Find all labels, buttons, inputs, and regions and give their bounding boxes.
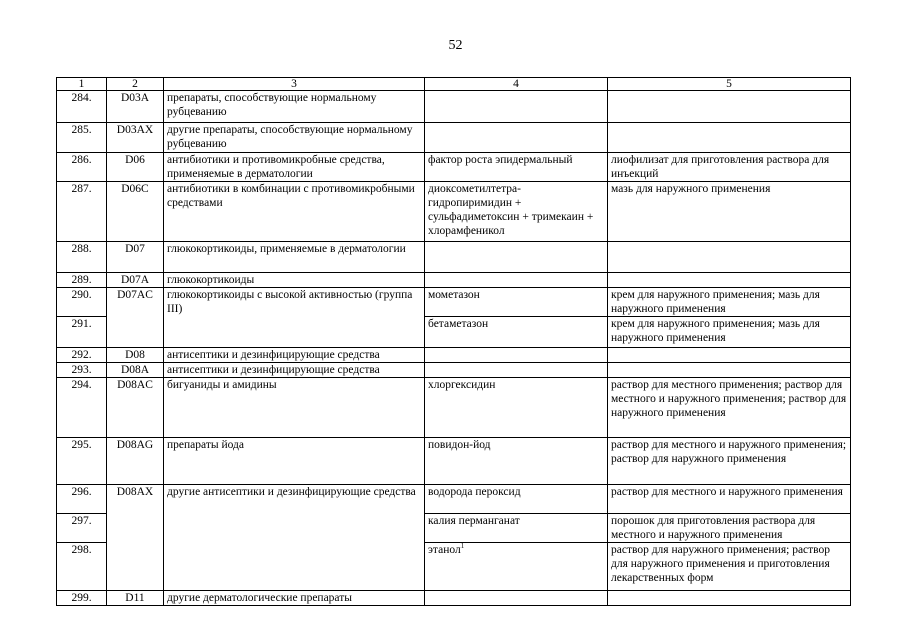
atc-group: антисептики и дезинфицирующие средства xyxy=(164,363,425,378)
footnote-marker: 1 xyxy=(460,542,465,551)
atc-code: D03A xyxy=(107,91,164,123)
row-number: 287. xyxy=(57,182,107,242)
atc-group: антибиотики в комбинации с противомикробными средствами xyxy=(164,182,425,242)
drug-name xyxy=(425,242,608,273)
drug-name: мометазон xyxy=(425,288,608,317)
atc-group: препараты йода xyxy=(164,438,425,485)
atc-group: глюкокортикоиды, применяемые в дерматологии xyxy=(164,242,425,273)
dosage-form xyxy=(608,242,851,273)
row-number: 296. xyxy=(57,485,107,514)
drug-name: хлоргексидин xyxy=(425,378,608,438)
column-numbers-row xyxy=(57,78,851,91)
row-number: 288. xyxy=(57,242,107,273)
table-row xyxy=(57,438,851,485)
drug-name xyxy=(425,363,608,378)
drug-name xyxy=(425,348,608,363)
atc-group: другие дерматологические препараты xyxy=(164,591,425,606)
atc-code: D08A xyxy=(107,363,164,378)
column-number: 2 xyxy=(107,78,164,91)
atc-group: глюкокортикоиды с высокой активностью (группа III) xyxy=(164,288,425,348)
row-number: 294. xyxy=(57,378,107,438)
drug-name xyxy=(425,123,608,153)
atc-group: антибиотики и противомикробные средства, применяемые в дерматологии xyxy=(164,153,425,182)
row-number: 295. xyxy=(57,438,107,485)
table-row xyxy=(57,273,851,288)
row-number: 298. xyxy=(57,543,107,591)
table-row xyxy=(57,485,851,514)
drug-name: бетаметазон xyxy=(425,317,608,348)
dosage-form xyxy=(608,123,851,153)
drug-name: повидон-йод xyxy=(425,438,608,485)
dosage-form xyxy=(608,273,851,288)
table-row xyxy=(57,363,851,378)
row-number: 293. xyxy=(57,363,107,378)
atc-code: D06 xyxy=(107,153,164,182)
table-row xyxy=(57,288,851,317)
table-row xyxy=(57,242,851,273)
atc-code: D08AG xyxy=(107,438,164,485)
drug-name xyxy=(425,273,608,288)
atc-group: препараты, способствующие нормальному рубцеванию xyxy=(164,91,425,123)
row-number: 285. xyxy=(57,123,107,153)
column-number: 1 xyxy=(57,78,107,91)
drug-name: водорода пероксид xyxy=(425,485,608,514)
drug-classification-table xyxy=(56,77,851,606)
dosage-form xyxy=(608,363,851,378)
column-number: 5 xyxy=(608,78,851,91)
drug-name xyxy=(425,543,608,591)
row-number: 284. xyxy=(57,91,107,123)
dosage-form: крем для наружного применения; мазь для наружного применения xyxy=(608,288,851,317)
dosage-form: порошок для приготовления раствора для местного и наружного применения xyxy=(608,514,851,543)
atc-code: D11 xyxy=(107,591,164,606)
atc-code: D07 xyxy=(107,242,164,273)
dosage-form: лиофилизат для приготовления раствора для инъекций xyxy=(608,153,851,182)
row-number: 291. xyxy=(57,317,107,348)
table-row xyxy=(57,153,851,182)
row-number: 286. xyxy=(57,153,107,182)
drug-name: диоксометилтетра-гидропиримидин + сульфадиметоксин + тримекаин + хлорамфеникол xyxy=(425,182,608,242)
row-number: 297. xyxy=(57,514,107,543)
table-row xyxy=(57,182,851,242)
dosage-form: раствор для местного и наружного применения xyxy=(608,485,851,514)
dosage-form xyxy=(608,91,851,123)
atc-group: глюкокортикоиды xyxy=(164,273,425,288)
atc-code: D08AX xyxy=(107,485,164,591)
dosage-form: раствор для наружного применения; раствор для наружного применения и приготовления лекарственных форм xyxy=(608,543,851,591)
row-number: 290. xyxy=(57,288,107,317)
page-number: 52 xyxy=(448,38,463,53)
row-number: 299. xyxy=(57,591,107,606)
row-number: 292. xyxy=(57,348,107,363)
drug-name: калия перманганат xyxy=(425,514,608,543)
column-number: 4 xyxy=(425,78,608,91)
atc-group: антисептики и дезинфицирующие средства xyxy=(164,348,425,363)
drug-name xyxy=(425,591,608,606)
atc-code: D07AC xyxy=(107,288,164,348)
atc-code: D03AX xyxy=(107,123,164,153)
dosage-form xyxy=(608,591,851,606)
dosage-form xyxy=(608,348,851,363)
atc-code: D08 xyxy=(107,348,164,363)
table-row xyxy=(57,378,851,438)
table-row xyxy=(57,123,851,153)
atc-group: бигуаниды и амидины xyxy=(164,378,425,438)
table-row xyxy=(57,591,851,606)
dosage-form: крем для наружного применения; мазь для наружного применения xyxy=(608,317,851,348)
column-number: 3 xyxy=(164,78,425,91)
dosage-form: раствор для местного применения; раствор для местного и наружного применения; раствор для наружного применения xyxy=(608,378,851,438)
dosage-form: раствор для местного и наружного применения; раствор для наружного применения xyxy=(608,438,851,485)
table-row xyxy=(57,91,851,123)
table-row xyxy=(57,348,851,363)
atc-group: другие препараты, способствующие нормальному рубцеванию xyxy=(164,123,425,153)
dosage-form: мазь для наружного применения xyxy=(608,182,851,242)
drug-name xyxy=(425,91,608,123)
atc-code: D08AC xyxy=(107,378,164,438)
atc-code: D07A xyxy=(107,273,164,288)
drug-name-text: этанол xyxy=(428,544,461,556)
atc-group: другие антисептики и дезинфицирующие средства xyxy=(164,485,425,591)
row-number: 289. xyxy=(57,273,107,288)
drug-name: фактор роста эпидермальный xyxy=(425,153,608,182)
atc-code: D06C xyxy=(107,182,164,242)
